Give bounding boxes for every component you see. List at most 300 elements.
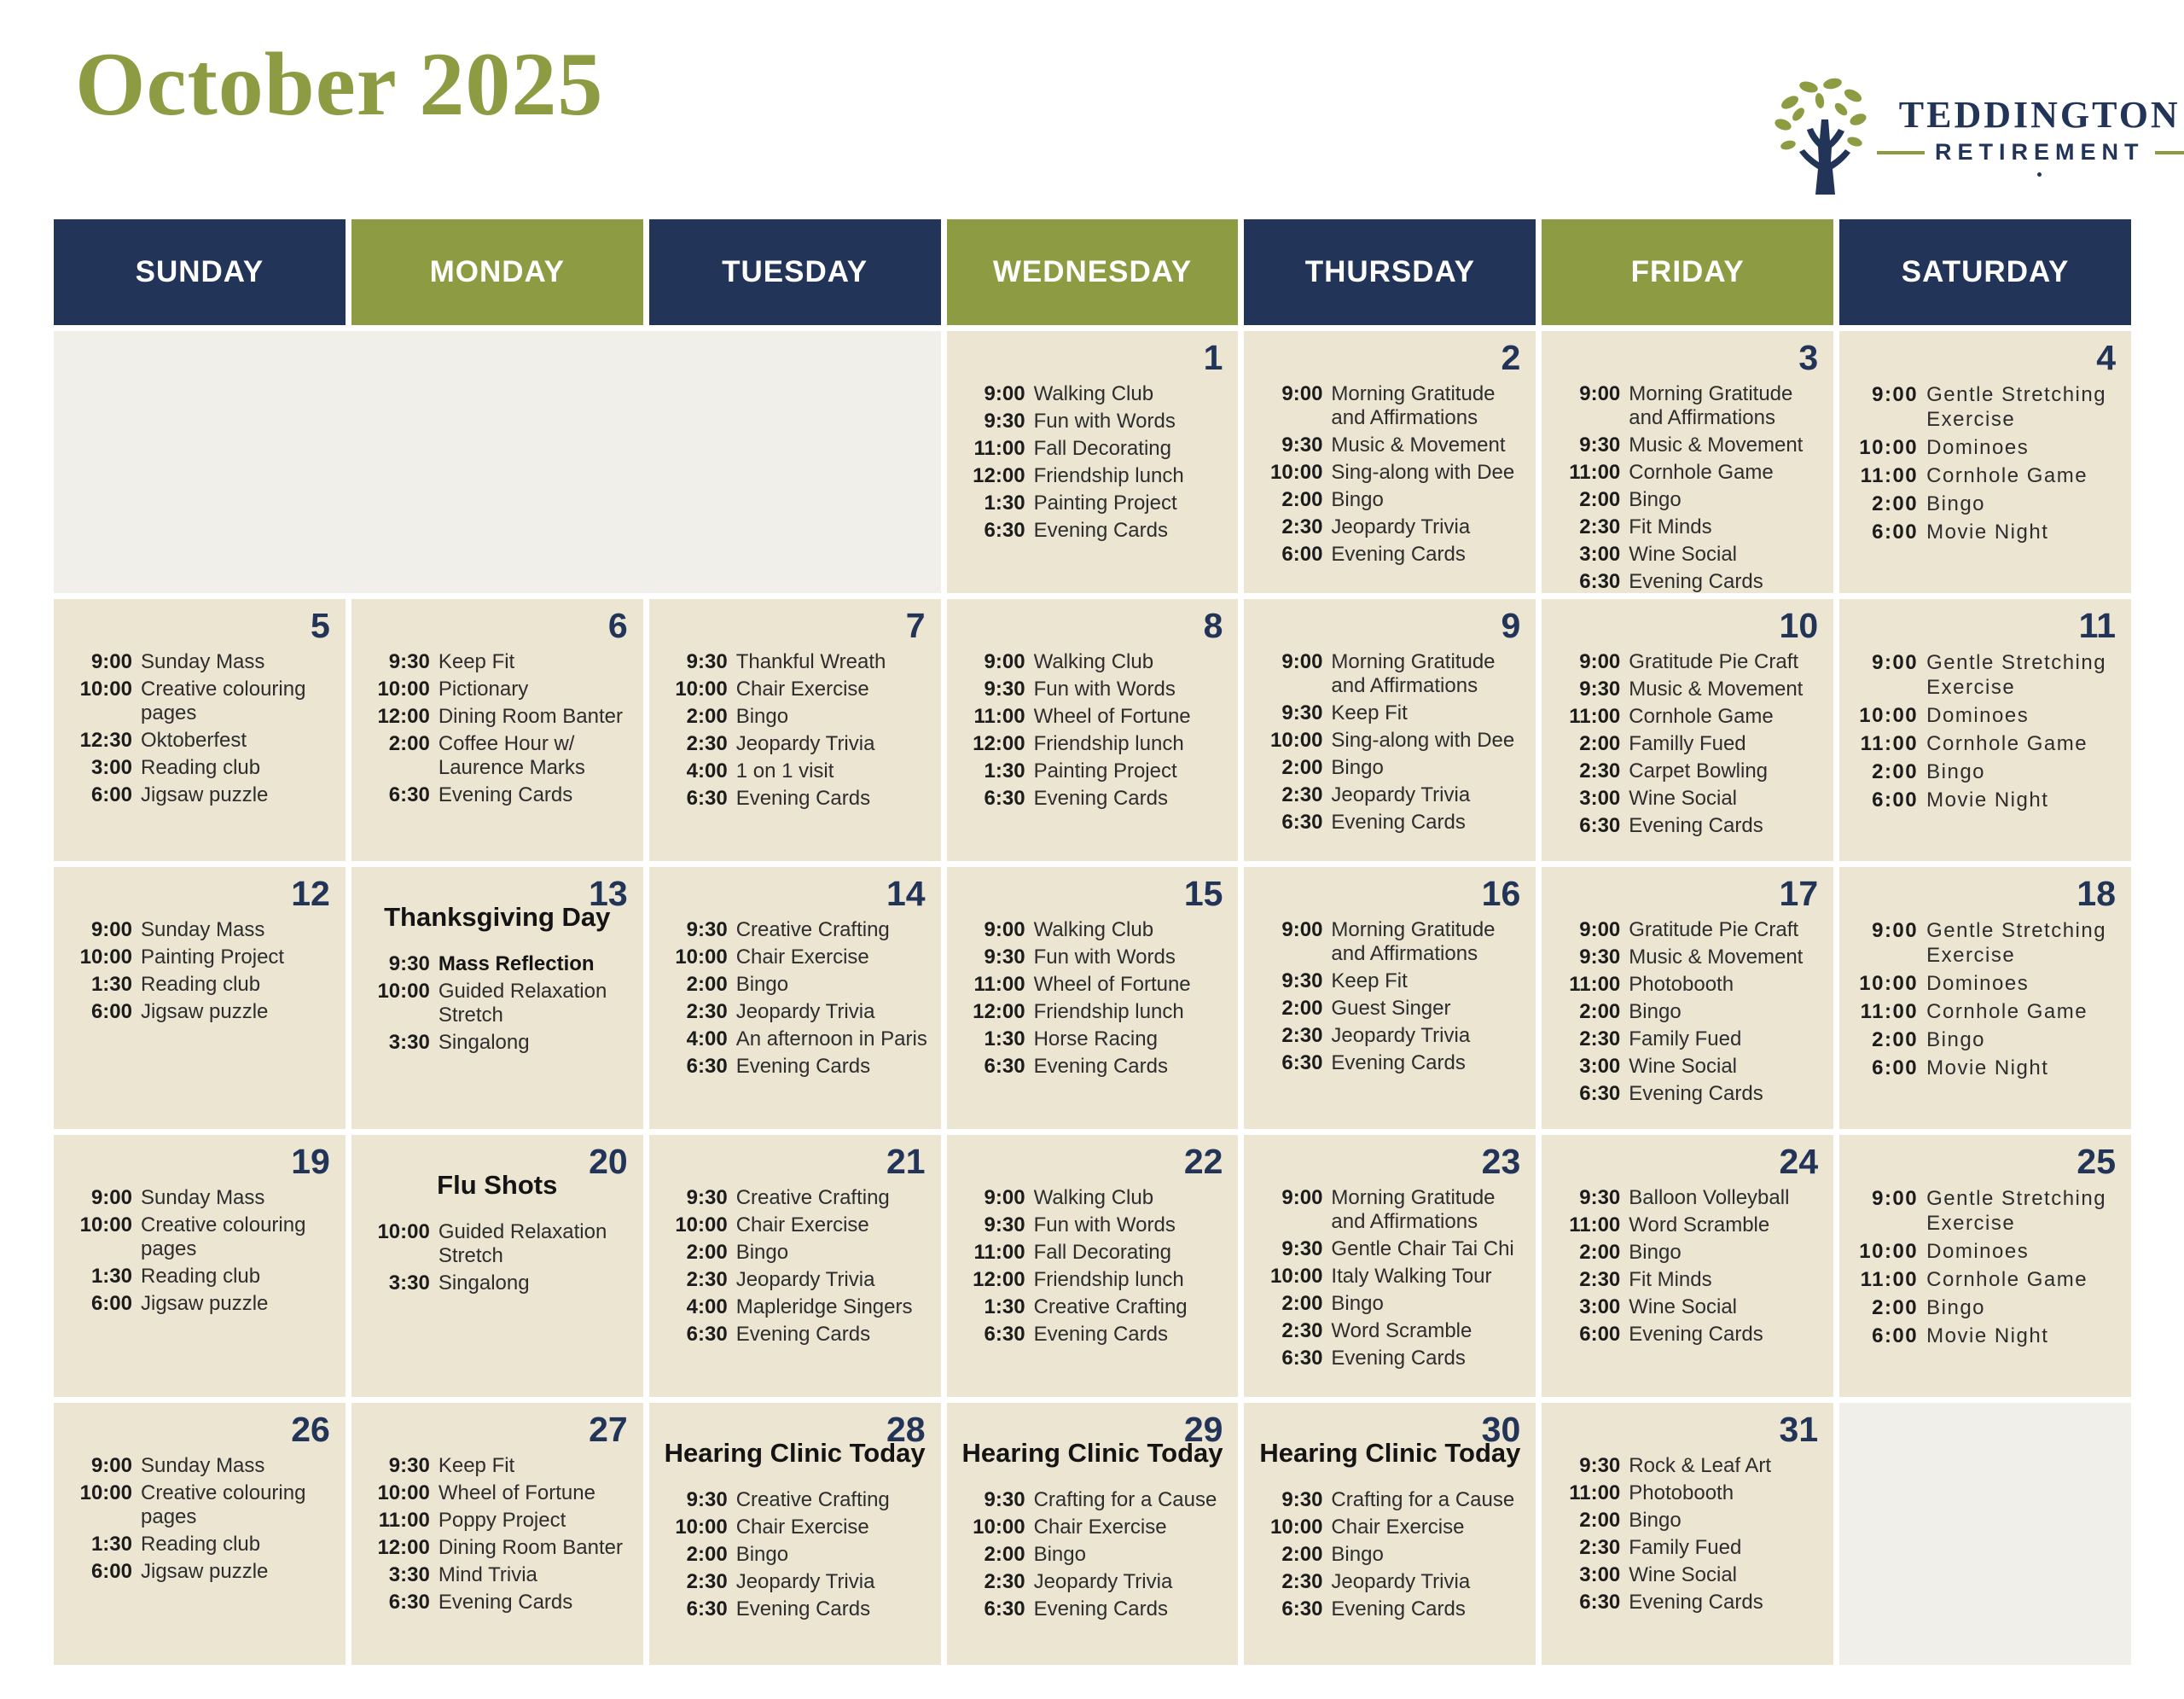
- event-time: 10:00: [1270, 729, 1323, 752]
- event-time: 2:00: [1872, 760, 1919, 783]
- event-row: [1244, 1186, 1536, 1234]
- event-row: [1839, 1295, 2131, 1320]
- event-text: Evening Cards: [1331, 811, 1466, 834]
- event-time: 10:00: [1859, 704, 1919, 727]
- event-time: 3:00: [1579, 543, 1621, 566]
- logo-tagline: [1877, 139, 2184, 166]
- event-text: Evening Cards: [1629, 814, 1763, 837]
- event-text: Keep Fit: [1331, 701, 1408, 724]
- event-text: Cornhole Game: [1926, 1000, 2088, 1023]
- day-banner: Flu Shots: [437, 1170, 558, 1200]
- day-cell-28: [649, 1403, 941, 1665]
- event-time: 3:30: [388, 1563, 430, 1586]
- day-events: [351, 903, 643, 1055]
- event-row: [649, 1186, 941, 1210]
- event-text: Jeopardy Trivia: [735, 1268, 875, 1291]
- event-text: Bingo: [1331, 1543, 1384, 1567]
- event-time: 2:00: [1579, 1509, 1621, 1532]
- event-text: Music & Movement: [1629, 433, 1804, 457]
- event-time: 2:00: [1281, 1292, 1323, 1315]
- event-text: Evening Cards: [438, 783, 573, 806]
- event-row: [1542, 1186, 1833, 1210]
- event-row: [1244, 756, 1536, 780]
- event-row: [351, 1271, 643, 1295]
- day-number: 30: [1481, 1410, 1521, 1449]
- event-text: Walking Club: [1033, 650, 1154, 673]
- day-number: 14: [886, 874, 926, 913]
- day-events: [54, 1186, 346, 1316]
- event-row: [1244, 701, 1536, 725]
- event-time: 9:00: [90, 650, 132, 673]
- day-number: 2: [1501, 338, 1521, 377]
- event-time: 9:30: [1281, 701, 1323, 724]
- event-text: Morning Gratitude and Affirmations: [1331, 650, 1496, 697]
- day-events: [1542, 1454, 1833, 1615]
- event-row: [649, 1295, 941, 1319]
- event-time: 11:00: [1569, 461, 1621, 484]
- event-text: Bingo: [735, 1543, 789, 1567]
- event-row: [1839, 435, 2131, 460]
- weekday-header-friday: FRIDAY: [1542, 219, 1833, 325]
- event-time: 12:00: [377, 1536, 430, 1559]
- day-events: [947, 1186, 1239, 1347]
- logo: [1773, 72, 2181, 200]
- event-text: Wine Social: [1629, 543, 1737, 566]
- event-text: Crafting for a Cause: [1033, 1488, 1217, 1512]
- event-time: 6:00: [1579, 1323, 1621, 1346]
- event-row: [54, 1533, 346, 1556]
- event-text: Creative colouring pages: [141, 1481, 306, 1528]
- event-text: Crafting for a Cause: [1331, 1488, 1515, 1512]
- day-events: [1839, 382, 2131, 544]
- event-time: 10:00: [1859, 436, 1919, 459]
- event-time: 10:00: [675, 678, 728, 701]
- day-number: 27: [589, 1410, 628, 1449]
- event-text: Evening Cards: [438, 1591, 573, 1614]
- event-text: Fun with Words: [1033, 1213, 1176, 1236]
- event-row: [351, 1454, 643, 1478]
- day-number: 5: [311, 606, 330, 645]
- day-number: 20: [589, 1142, 628, 1181]
- event-time: 2:00: [1281, 756, 1323, 779]
- event-text: Keep Fit: [1331, 969, 1408, 992]
- event-row: [1244, 461, 1536, 485]
- day-events: [1839, 918, 2131, 1080]
- event-time: 9:30: [1579, 946, 1621, 969]
- day-events: [1839, 650, 2131, 812]
- event-text: Movie Night: [1926, 1056, 2049, 1079]
- event-text: Mass Reflection: [438, 952, 595, 976]
- day-events: [351, 650, 643, 807]
- event-text: Evening Cards: [1629, 1591, 1763, 1614]
- event-text: Gentle Stretching Exercise: [1926, 383, 2107, 431]
- day-events: [947, 1439, 1239, 1621]
- day-events: [649, 1186, 941, 1347]
- event-time: 1:30: [984, 492, 1025, 515]
- event-row: [649, 1027, 941, 1051]
- day-events: [1542, 650, 1833, 838]
- event-row: [649, 759, 941, 783]
- event-row: [1839, 731, 2131, 756]
- event-text: Cornhole Game: [1926, 1268, 2088, 1291]
- event-time: 9:30: [686, 650, 728, 673]
- event-text: Keep Fit: [438, 1454, 515, 1477]
- empty-cell: [54, 331, 941, 593]
- day-cell-27: [351, 1403, 643, 1665]
- event-text: Creative colouring pages: [141, 678, 306, 724]
- event-text: Walking Club: [1033, 918, 1154, 941]
- event-text: Creative Crafting: [735, 1488, 890, 1512]
- event-text: Poppy Project: [438, 1509, 566, 1532]
- event-text: Thankful Wreath: [735, 650, 886, 673]
- event-time: 6:30: [1579, 1082, 1621, 1105]
- day-cell-21: [649, 1135, 941, 1397]
- event-row: [1542, 1000, 1833, 1024]
- event-row: [1542, 814, 1833, 838]
- event-time: 6:30: [686, 1597, 728, 1621]
- event-row: [1542, 1509, 1833, 1533]
- event-time: 11:00: [1569, 1481, 1621, 1504]
- event-text: Jeopardy Trivia: [735, 732, 875, 755]
- event-row: [1542, 946, 1833, 969]
- event-row: [54, 1265, 346, 1289]
- event-time: 2:00: [686, 973, 728, 996]
- event-time: 3:00: [1579, 787, 1621, 810]
- event-text: Morning Gratitude and Affirmations: [1331, 1186, 1496, 1233]
- event-time: 4:00: [686, 1027, 728, 1050]
- event-time: 1:30: [984, 1295, 1025, 1318]
- event-time: 10:00: [79, 1481, 132, 1504]
- event-row: [649, 1241, 941, 1265]
- day-cell-2: [1244, 331, 1536, 593]
- event-row: [351, 783, 643, 807]
- event-time: 6:30: [984, 519, 1025, 542]
- event-row: [54, 756, 346, 780]
- event-row: [1839, 1267, 2131, 1292]
- event-row: [947, 437, 1239, 461]
- day-cell-15: [947, 867, 1239, 1129]
- event-text: Chair Exercise: [1331, 1516, 1465, 1539]
- event-text: Bingo: [1629, 1241, 1682, 1264]
- event-time: 2:30: [984, 1570, 1025, 1594]
- event-time: 10:00: [1270, 1265, 1323, 1288]
- day-events: [54, 918, 346, 1024]
- event-time: 2:00: [686, 1241, 728, 1264]
- day-number: 1: [1203, 338, 1223, 377]
- event-row: [1839, 759, 2131, 784]
- event-row: [649, 1543, 941, 1567]
- event-text: Wheel of Fortune: [1033, 705, 1191, 728]
- event-row: [1244, 1319, 1536, 1343]
- event-row: [947, 410, 1239, 433]
- event-row: [1244, 1597, 1536, 1621]
- event-row: [947, 1000, 1239, 1024]
- day-events: [351, 1454, 643, 1615]
- event-row: [54, 1186, 346, 1210]
- event-text: Dominoes: [1926, 436, 2030, 459]
- day-cell-6: [351, 599, 643, 861]
- event-text: Chair Exercise: [735, 1213, 869, 1236]
- event-text: Fit Minds: [1629, 1268, 1712, 1291]
- event-time: 9:30: [686, 918, 728, 941]
- event-row: [1542, 433, 1833, 457]
- event-text: Dominoes: [1926, 1240, 2030, 1263]
- event-row: [54, 729, 346, 753]
- event-time: 11:00: [973, 973, 1025, 996]
- event-row: [1244, 997, 1536, 1021]
- event-time: 3:00: [1579, 1563, 1621, 1586]
- event-row: [947, 1027, 1239, 1051]
- event-row: [947, 464, 1239, 488]
- event-time: 6:30: [686, 1055, 728, 1078]
- event-time: 2:30: [1579, 1027, 1621, 1050]
- event-time: 6:30: [984, 787, 1025, 810]
- event-text: Jeopardy Trivia: [1033, 1570, 1173, 1594]
- event-row: [1244, 969, 1536, 993]
- event-row: [1542, 1241, 1833, 1265]
- event-text: Reading club: [141, 1265, 261, 1288]
- event-row: [947, 918, 1239, 942]
- event-time: 6:30: [686, 1323, 728, 1346]
- event-text: Music & Movement: [1629, 678, 1804, 701]
- event-text: Bingo: [1629, 488, 1682, 511]
- day-cell-16: [1244, 867, 1536, 1129]
- event-row: [1839, 1186, 2131, 1236]
- day-events: [1244, 1186, 1536, 1370]
- event-time: 9:30: [1281, 433, 1323, 457]
- event-row: [351, 1220, 643, 1268]
- day-number: 6: [607, 606, 628, 645]
- event-time: 10:00: [675, 1213, 728, 1236]
- event-text: Evening Cards: [1033, 787, 1168, 810]
- event-time: 2:00: [1281, 997, 1323, 1020]
- event-time: 2:30: [1579, 1536, 1621, 1559]
- day-banner: Hearing Clinic Today: [664, 1438, 926, 1468]
- event-row: [1839, 492, 2131, 516]
- event-time: 3:30: [388, 1271, 430, 1295]
- event-text: Cornhole Game: [1629, 705, 1774, 728]
- day-events: [1542, 382, 1833, 593]
- day-number: 16: [1481, 874, 1521, 913]
- event-time: 2:30: [686, 1570, 728, 1594]
- event-text: Dining Room Banter: [438, 705, 623, 728]
- day-cell-8: [947, 599, 1239, 861]
- day-banner: Thanksgiving Day: [384, 902, 611, 932]
- event-text: Wine Social: [1629, 1563, 1737, 1586]
- day-number: 10: [1779, 606, 1819, 645]
- event-time: 2:00: [1281, 488, 1323, 511]
- day-cell-12: [54, 867, 346, 1129]
- event-text: Walking Club: [1033, 1186, 1154, 1209]
- event-row: [947, 1543, 1239, 1567]
- event-time: 2:00: [1579, 1000, 1621, 1023]
- event-time: 3:00: [1579, 1055, 1621, 1078]
- event-row: [947, 1055, 1239, 1079]
- day-cell-18: [1839, 867, 2131, 1129]
- event-row: [1244, 650, 1536, 698]
- event-row: [54, 946, 346, 969]
- event-text: Friendship lunch: [1033, 464, 1184, 487]
- event-row: [351, 980, 643, 1027]
- event-time: 12:00: [973, 464, 1025, 487]
- event-time: 6:30: [984, 1597, 1025, 1621]
- event-text: Creative Crafting: [735, 1186, 890, 1209]
- event-row: [1839, 971, 2131, 996]
- event-row: [1839, 463, 2131, 488]
- event-row: [947, 492, 1239, 515]
- event-row: [947, 382, 1239, 406]
- event-time: 9:30: [984, 946, 1025, 969]
- event-text: Evening Cards: [1033, 519, 1168, 542]
- event-row: [351, 650, 643, 674]
- event-row: [1542, 382, 1833, 430]
- day-events: [649, 918, 941, 1079]
- event-text: Evening Cards: [735, 787, 871, 810]
- event-text: Sunday Mass: [141, 918, 265, 941]
- event-time: 12:00: [973, 1268, 1025, 1291]
- event-row: [1244, 1265, 1536, 1289]
- event-time: 9:00: [984, 382, 1025, 405]
- event-text: Bingo: [1331, 756, 1384, 779]
- event-row: [351, 1481, 643, 1505]
- event-time: 2:30: [1281, 1024, 1323, 1047]
- day-cell-5: [54, 599, 346, 861]
- day-cell-11: [1839, 599, 2131, 861]
- event-text: Gentle Chair Tai Chi: [1331, 1237, 1514, 1260]
- event-text: Bingo: [1926, 492, 1986, 515]
- event-row: [947, 946, 1239, 969]
- event-time: 6:00: [90, 783, 132, 806]
- day-events: [351, 1171, 643, 1295]
- event-text: Cornhole Game: [1926, 732, 2088, 755]
- event-time: 9:00: [1281, 382, 1323, 405]
- event-row: [947, 1295, 1239, 1319]
- event-text: Bingo: [735, 973, 789, 996]
- event-time: 9:30: [1579, 678, 1621, 701]
- event-text: Morning Gratitude and Affirmations: [1629, 382, 1793, 429]
- day-cell-4: [1839, 331, 2131, 593]
- event-time: 9:30: [1281, 1488, 1323, 1512]
- day-events: [1244, 650, 1536, 835]
- day-number: 19: [291, 1142, 330, 1181]
- day-cell-30: [1244, 1403, 1536, 1665]
- event-row: [54, 1454, 346, 1478]
- event-text: Word Scramble: [1331, 1319, 1472, 1342]
- event-row: [1542, 1027, 1833, 1051]
- event-text: Friendship lunch: [1033, 1268, 1184, 1291]
- event-row: [54, 1000, 346, 1024]
- event-time: 9:00: [1872, 651, 1919, 674]
- event-text: Reading club: [141, 973, 261, 996]
- event-text: Evening Cards: [1331, 543, 1466, 566]
- day-number: 4: [2096, 338, 2116, 377]
- event-text: Movie Night: [1926, 1324, 2049, 1347]
- event-text: Oktoberfest: [141, 729, 247, 752]
- event-time: 6:30: [686, 787, 728, 810]
- event-time: 6:30: [1579, 814, 1621, 837]
- day-number: 29: [1183, 1410, 1223, 1449]
- day-cell-26: [54, 1403, 346, 1665]
- event-row: [947, 519, 1239, 543]
- day-cell-3: [1542, 331, 1833, 593]
- event-text: Morning Gratitude and Affirmations: [1331, 918, 1496, 965]
- event-row: [649, 1597, 941, 1621]
- event-time: 9:00: [90, 1454, 132, 1477]
- day-cell-25: [1839, 1135, 2131, 1397]
- event-row: [54, 1560, 346, 1584]
- event-text: Gentle Stretching Exercise: [1926, 1187, 2107, 1235]
- day-banner: Hearing Clinic Today: [1259, 1438, 1521, 1468]
- day-events: [54, 1454, 346, 1584]
- day-cell-14: [649, 867, 941, 1129]
- event-row: [947, 1268, 1239, 1292]
- event-time: 6:30: [1281, 811, 1323, 834]
- event-text: An afternoon in Paris: [735, 1027, 927, 1050]
- event-row: [649, 650, 941, 674]
- event-text: Rock & Leaf Art: [1629, 1454, 1772, 1477]
- event-text: Jigsaw puzzle: [141, 1560, 269, 1583]
- tagline-rule-right: [2155, 151, 2184, 154]
- event-row: [1542, 787, 1833, 811]
- event-time: 6:30: [1281, 1347, 1323, 1370]
- day-cell-20: [351, 1135, 643, 1397]
- event-text: 1 on 1 visit: [735, 759, 834, 783]
- event-text: Reading club: [141, 1533, 261, 1556]
- event-time: 6:00: [1872, 1324, 1919, 1347]
- event-text: Gentle Stretching Exercise: [1926, 651, 2107, 699]
- event-row: [649, 1323, 941, 1347]
- event-text: Creative Crafting: [1033, 1295, 1188, 1318]
- event-text: Painting Project: [1033, 759, 1177, 783]
- logo-text: [1877, 95, 2184, 177]
- event-time: 9:00: [90, 1186, 132, 1209]
- weekday-header-wednesday: WEDNESDAY: [947, 219, 1239, 325]
- event-row: [1839, 703, 2131, 728]
- event-row: [947, 732, 1239, 756]
- event-row: [351, 732, 643, 780]
- event-time: 2:00: [1872, 1028, 1919, 1051]
- calendar-grid: [54, 219, 2131, 1665]
- event-time: 11:00: [1569, 1213, 1621, 1236]
- event-time: 2:00: [1579, 732, 1621, 755]
- event-text: Mind Trivia: [438, 1563, 537, 1586]
- event-text: Evening Cards: [1629, 1082, 1763, 1105]
- event-row: [351, 1591, 643, 1615]
- event-time: 2:00: [388, 732, 430, 755]
- event-time: 2:00: [1872, 492, 1919, 515]
- day-events: [1542, 1186, 1833, 1347]
- event-text: Coffee Hour w/ Laurence Marks: [438, 732, 585, 779]
- event-text: Photobooth: [1629, 1481, 1734, 1504]
- event-time: 10:00: [1270, 1516, 1323, 1539]
- event-text: Music & Movement: [1331, 433, 1506, 457]
- event-time: 12:30: [79, 729, 132, 752]
- event-row: [947, 1323, 1239, 1347]
- event-time: 10:00: [377, 980, 430, 1004]
- event-time: 6:00: [90, 1000, 132, 1023]
- event-text: Painting Project: [1033, 492, 1177, 515]
- event-text: Bingo: [1926, 1028, 1986, 1051]
- event-text: Singalong: [438, 1031, 530, 1055]
- event-text: Word Scramble: [1629, 1213, 1770, 1236]
- event-row: [1244, 488, 1536, 512]
- event-time: 2:00: [1579, 488, 1621, 511]
- event-row: [947, 1570, 1239, 1594]
- event-time: 2:30: [1579, 515, 1621, 538]
- event-time: 9:30: [388, 952, 430, 976]
- event-time: 2:30: [1281, 1570, 1323, 1594]
- weekday-header-thursday: THURSDAY: [1244, 219, 1536, 325]
